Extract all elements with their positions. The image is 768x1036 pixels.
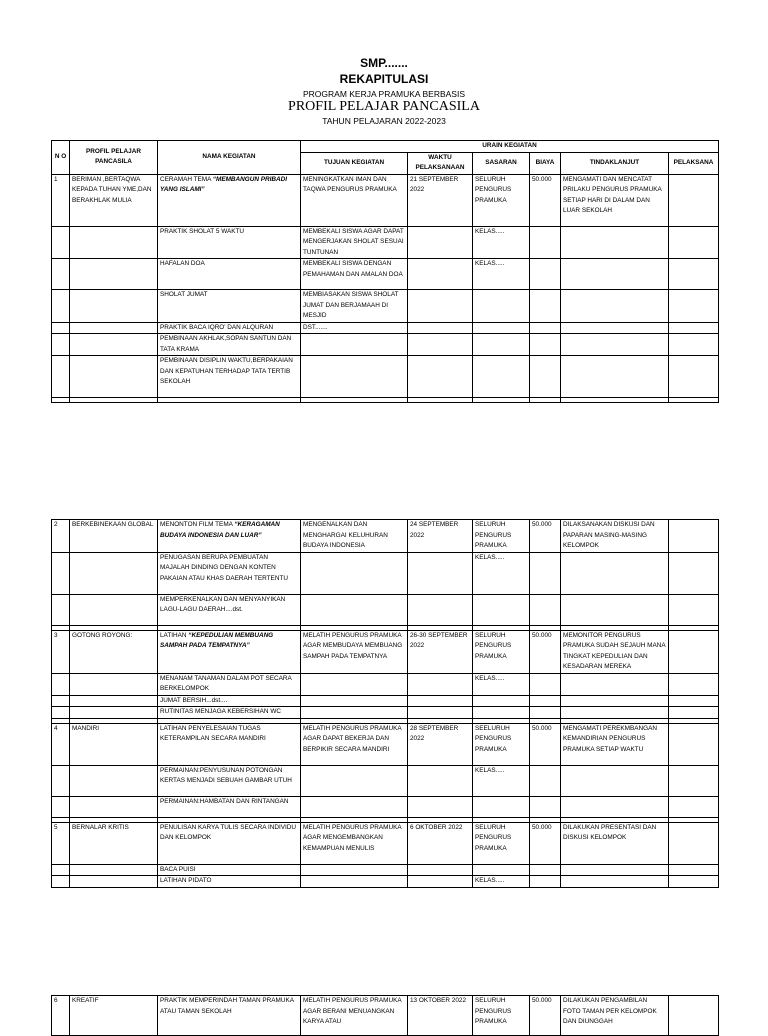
cell-followup: DILAKSANAKAN DISKUSI DAN PAPARAN MASING-MASING KELOMPOK (561, 520, 669, 553)
cell-cost (530, 552, 561, 594)
cell-activity (158, 356, 301, 398)
cell-time: 26-30 SEPTEMBER 2022 (408, 630, 473, 673)
cell-time (408, 594, 473, 625)
cell-followup (561, 765, 669, 796)
cell-profile (70, 334, 158, 356)
cell-goal: MELATIH PENGURUS PRAMUKA AGAR MEMBUDAYA MEMBUANG SAMPAH PADA TEMPATNYA (301, 630, 408, 673)
activity-text: PEMBINAAN DISIPLIN WAKTU,BERPAKAIAN DAN KEPATUHAN TERHADAP TATA TERTIB SEKOLAH (160, 357, 293, 385)
cell-goal (301, 356, 408, 398)
cell-target: SELURUH PENGURUS PRAMUKA (473, 174, 530, 226)
cell-cost: 50.000 (530, 996, 561, 1036)
col-header-goal: TUJUAN KEGIATAN (301, 152, 408, 174)
cell-target: SELURUH PENGURUS PRAMUKA (473, 996, 530, 1036)
cell-profile (70, 356, 158, 398)
cell-activity (158, 594, 301, 625)
cell-activity (158, 864, 301, 876)
cell-followup (561, 707, 669, 719)
spacer-cell (561, 398, 669, 403)
cell-profile (70, 673, 158, 695)
cell-time (408, 334, 473, 356)
activity-text: PRAKTIK SHOLAT 5 WAKTU (160, 227, 245, 235)
cell-time: 28 SEPTEMBER 2022 (408, 723, 473, 765)
cell-no (52, 864, 70, 876)
activity-text: LATIHAN (160, 631, 189, 639)
cell-activity (158, 765, 301, 796)
activity-text: MENANAM TANAMAN DALAM POT SECARA BERKELOMPOK (160, 674, 292, 692)
cell-activity (158, 673, 301, 695)
activity-text: LATIHAN PIDATO (160, 877, 212, 884)
activity-text: BACA PUISI (160, 865, 196, 873)
cell-no (52, 594, 70, 625)
cell-no (52, 334, 70, 356)
cell-time: 24 SEPTEMBER 2022 (408, 520, 473, 553)
cell-profile (70, 695, 158, 707)
cell-cost: 50.000 (530, 174, 561, 226)
table-row (52, 822, 719, 864)
cell-cost: 50.000 (530, 822, 561, 864)
recap-table-section-1 (51, 140, 719, 403)
cell-target (473, 796, 530, 817)
activity-text: PENUGASAN BERUPA PEMBUATAN MAJALAH DINDING DENGAN KONTEN PAKAIAN ATAU KHAS DAERAH TERTENTU (160, 553, 288, 582)
cell-followup (561, 226, 669, 259)
cell-profile: BERIMAN ,BERTAQWA KEPADA TUHAN YME,DAN BERAKHLAK MULIA (70, 174, 158, 226)
activity-theme: “KERAGAMAN BUDAYA INDONESIA DAN LUAR” (160, 521, 280, 539)
cell-executor (669, 765, 719, 796)
cell-cost: 50.000 (530, 723, 561, 765)
cell-executor (669, 796, 719, 817)
col-header-cost: BIAYA (530, 152, 561, 174)
cell-executor (669, 695, 719, 707)
cell-time (408, 322, 473, 334)
cell-target: KELAS..... (473, 552, 530, 594)
cell-executor (669, 673, 719, 695)
activity-text: LATIHAN PENYELESAIAN TUGAS KETERAMPILAN SECARA MANDIRI (160, 724, 266, 742)
cell-profile (70, 552, 158, 594)
cell-executor (669, 226, 719, 259)
cell-goal (301, 707, 408, 719)
cell-followup: DILAKUKAN PRESENTASI DAN DISKUSI KELOMPOK (561, 822, 669, 864)
cell-profile (70, 594, 158, 625)
table-row (52, 174, 719, 226)
cell-activity (158, 822, 301, 864)
col-header-time: WAKTU PELAKSANAAN (408, 152, 473, 174)
cell-profile: BERNALAR KRITIS (70, 822, 158, 864)
activity-text: JUMAT BERSIH...dst.... (160, 696, 228, 704)
cell-time (408, 673, 473, 695)
cell-no (52, 226, 70, 259)
cell-time (408, 552, 473, 594)
cell-cost (530, 334, 561, 356)
activity-text: SHOLAT JUMAT (160, 291, 208, 298)
cell-goal: MELATIH PENGURUS PRAMUKA AGAR BERANI MENUANGKAN KARYA ATAU (301, 996, 408, 1036)
col-header-followup: TINDAKLANJUT (561, 152, 669, 174)
cell-activity (158, 796, 301, 817)
profile-title: PROFIL PELAJAR PANCASILA (288, 99, 480, 114)
cell-no: 2 (52, 520, 70, 553)
table-row (52, 520, 719, 553)
cell-followup (561, 876, 669, 888)
cell-target (473, 356, 530, 398)
cell-cost (530, 796, 561, 817)
cell-profile: GOTONG ROYONG: (70, 630, 158, 673)
cell-profile: MANDIRI (70, 723, 158, 765)
cell-time: 6 OKTOBER 2022 (408, 822, 473, 864)
table-row (52, 695, 719, 707)
cell-followup: MENGAMATI DAN MENCATAT PRILAKU PENGURUS PRAMUKA SETIAP HARI DI DALAM DAN LUAR SEKOLAH (561, 174, 669, 226)
cell-cost (530, 259, 561, 290)
cell-goal (301, 552, 408, 594)
cell-time (408, 765, 473, 796)
table-row (52, 259, 719, 290)
spacer-cell (408, 398, 473, 403)
cell-profile (70, 322, 158, 334)
col-header-profile: PROFIL PELAJAR PANCASILA (70, 141, 158, 175)
cell-goal: MELATIH PENGURUS PRAMUKA AGAR DAPAT BEKERJA DAN BERPIKIR SECARA MANDIRI (301, 723, 408, 765)
table-row (52, 552, 719, 594)
cell-activity (158, 707, 301, 719)
table-row (52, 723, 719, 765)
cell-no (52, 673, 70, 695)
table-row (52, 765, 719, 796)
cell-activity (158, 259, 301, 290)
cell-time (408, 259, 473, 290)
cell-goal (301, 876, 408, 888)
cell-profile (70, 707, 158, 719)
cell-goal: MELATIH PENGURUS PRAMUKA AGAR MENGEMBANGKAN KEMAMPUAN MENULIS (301, 822, 408, 864)
table-row (52, 630, 719, 673)
cell-followup: MENGAMATI PEREKMBANGAN KEMANDIRIAN PENGURUS PRAMUKA SETIAP WAKTU (561, 723, 669, 765)
activity-text: PEMBINAAN AKHLAK,SOPAN SANTUN DAN TATA KRAMA (160, 335, 292, 353)
spacer-row (52, 398, 719, 403)
cell-executor (669, 334, 719, 356)
cell-time (408, 876, 473, 888)
table-row (52, 707, 719, 719)
cell-executor (669, 552, 719, 594)
cell-goal (301, 695, 408, 707)
cell-goal (301, 864, 408, 876)
cell-followup (561, 796, 669, 817)
cell-cost (530, 876, 561, 888)
cell-followup (561, 259, 669, 290)
cell-profile: BERKEBINEKAAN GLOBAL (70, 520, 158, 553)
cell-time (408, 695, 473, 707)
spacer-cell (530, 398, 561, 403)
cell-goal (301, 673, 408, 695)
school-name: SMP....... (360, 56, 408, 70)
cell-followup (561, 290, 669, 323)
cell-executor (669, 594, 719, 625)
cell-goal (301, 765, 408, 796)
cell-executor (669, 356, 719, 398)
cell-profile (70, 864, 158, 876)
cell-target (473, 695, 530, 707)
table-row (52, 673, 719, 695)
cell-activity (158, 520, 301, 553)
cell-target: KELAS..... (473, 259, 530, 290)
cell-activity (158, 552, 301, 594)
cell-cost: 50.000 (530, 630, 561, 673)
cell-profile (70, 765, 158, 796)
cell-goal (301, 334, 408, 356)
table-row (52, 356, 719, 398)
cell-target: SELURUH PENGURUS PRAMUKA (473, 630, 530, 673)
cell-no (52, 259, 70, 290)
cell-activity (158, 723, 301, 765)
activity-text: RUTINITAS MENJAGA KEBERSIHAN WC (160, 708, 281, 715)
cell-no (52, 707, 70, 719)
cell-executor (669, 630, 719, 673)
cell-executor (669, 723, 719, 765)
cell-followup (561, 594, 669, 625)
cell-no (52, 876, 70, 888)
cell-time (408, 796, 473, 817)
activity-text: MENONTON FILM TEMA (160, 521, 235, 528)
table-row (52, 996, 719, 1036)
cell-target (473, 334, 530, 356)
cell-profile: KREATIF (70, 996, 158, 1036)
cell-followup (561, 673, 669, 695)
cell-goal: DST....... (301, 322, 408, 334)
cell-no (52, 356, 70, 398)
cell-time (408, 707, 473, 719)
cell-profile (70, 226, 158, 259)
cell-followup: MEMONITOR PENGURUS PRAMUKA SUDAH SEJAUH MANA TINGKAT KEPEDULIAN DAN KESADARAN MEREKA (561, 630, 669, 673)
activity-text: CERAMAH TEMA (160, 175, 213, 183)
cell-goal: MEMBEKALI SISWA DENGAN PEMAHAMAN DAN AMALAN DOA (301, 259, 408, 290)
cell-activity (158, 290, 301, 323)
cell-time (408, 356, 473, 398)
cell-executor (669, 290, 719, 323)
cell-no (52, 765, 70, 796)
cell-followup (561, 552, 669, 594)
cell-activity (158, 174, 301, 226)
activity-text: PERMAINAN:PENYUSUNAN POTONGAN KERTAS MENJADI SEBUAH GAMBAR UTUH (160, 766, 292, 784)
cell-target: KELAS..... (473, 226, 530, 259)
spacer-cell (669, 398, 719, 403)
cell-time (408, 226, 473, 259)
table-row (52, 290, 719, 323)
cell-executor (669, 822, 719, 864)
table-row (52, 334, 719, 356)
cell-cost (530, 864, 561, 876)
activity-theme: “KEPEDULIAN MEMBUANG SAMPAH PADA TEMPATNYA” (160, 631, 274, 649)
col-header-target: SASARAN (473, 152, 530, 174)
cell-executor (669, 864, 719, 876)
document-title: REKAPITULASI (339, 72, 429, 86)
cell-activity (158, 876, 301, 888)
cell-target (473, 594, 530, 625)
cell-followup (561, 695, 669, 707)
cell-no (52, 695, 70, 707)
activity-text: MEMPERKENALKAN DAN MENYANYIKAN LAGU-LAGU DAERAH....dst. (160, 595, 286, 613)
cell-goal: MEMBIASAKAN SISWA SHOLAT JUMAT DAN BERJAMAAH DI MESJID (301, 290, 408, 323)
cell-cost (530, 765, 561, 796)
activity-text: PERMAINAN:HAMBATAN DAN RINTANGAN (160, 797, 289, 805)
cell-time (408, 864, 473, 876)
cell-profile (70, 259, 158, 290)
activity-text: PRAKTIK BACA IQRO' DAN ALQURAN (160, 323, 274, 331)
activity-theme: “MEMBANGUN PRIBADI YANG ISLAMI” (160, 175, 287, 193)
cell-profile (70, 876, 158, 888)
table-row (52, 226, 719, 259)
cell-no (52, 290, 70, 323)
cell-no (52, 322, 70, 334)
cell-activity (158, 630, 301, 673)
cell-cost (530, 290, 561, 323)
col-header-detail-group: URAIN KEGIATAN (301, 141, 719, 153)
cell-cost (530, 673, 561, 695)
cell-profile (70, 796, 158, 817)
col-header-no: N O (52, 141, 70, 175)
document-subtitle: PROGRAM KERJA PRAMUKA BERBASIS (302, 89, 465, 99)
table-row (52, 594, 719, 625)
cell-activity (158, 226, 301, 259)
cell-executor (669, 174, 719, 226)
cell-time (408, 290, 473, 323)
cell-profile (70, 290, 158, 323)
table-row (52, 876, 719, 888)
cell-cost (530, 695, 561, 707)
col-header-executor: PELAKSANA (669, 152, 719, 174)
cell-cost (530, 322, 561, 334)
cell-time: 13 OKTOBER 2022 (408, 996, 473, 1036)
cell-no: 1 (52, 174, 70, 226)
cell-goal (301, 594, 408, 625)
cell-cost (530, 594, 561, 625)
academic-year: TAHUN PELAJARAN 2022-2023 (322, 116, 446, 126)
cell-target (473, 707, 530, 719)
cell-goal: MENGENALKAN DAN MENGHARGAI KELUHURAN BUDAYA INDONESIA (301, 520, 408, 553)
cell-followup (561, 356, 669, 398)
spacer-cell (158, 398, 301, 403)
cell-cost (530, 707, 561, 719)
cell-goal: MENINGKATKAN IMAN DAN TAQWA PENGURUS PRAMUKA (301, 174, 408, 226)
cell-followup (561, 334, 669, 356)
cell-no: 3 (52, 630, 70, 673)
cell-executor (669, 996, 719, 1036)
cell-activity (158, 996, 301, 1036)
cell-activity (158, 695, 301, 707)
activity-text: PRAKTIK MEMPERINDAH TAMAN PRAMUKA ATAU TAMAN SEKOLAH (160, 997, 294, 1015)
table-row (52, 796, 719, 817)
cell-target: KELAS..... (473, 876, 530, 888)
cell-no: 4 (52, 723, 70, 765)
activity-text: PENULISAN KARYA TULIS SECARA INDIVIDU DAN KELOMPOK (160, 823, 297, 841)
cell-target: SEELURUH PENGURUS PRAMUKA (473, 723, 530, 765)
cell-followup (561, 322, 669, 334)
cell-executor (669, 876, 719, 888)
cell-no (52, 552, 70, 594)
cell-cost (530, 356, 561, 398)
table-row (52, 322, 719, 334)
cell-target (473, 322, 530, 334)
cell-executor (669, 259, 719, 290)
cell-target: KELAS..... (473, 765, 530, 796)
cell-target: SELURUH PENGURUS PRAMUKA (473, 520, 530, 553)
cell-executor (669, 322, 719, 334)
cell-target: SELURUH PENGURUS PRAMUKA (473, 822, 530, 864)
cell-cost (530, 226, 561, 259)
cell-time: 21 SEPTEMBER 2022 (408, 174, 473, 226)
recap-table-section-3 (51, 995, 719, 1036)
cell-followup (561, 864, 669, 876)
cell-executor (669, 520, 719, 553)
cell-cost: 50.000 (530, 520, 561, 553)
recap-table-section-2 (51, 519, 719, 888)
spacer-cell (52, 398, 70, 403)
activity-text: HAFALAN DOA (160, 260, 205, 267)
col-header-activity: NAMA KEGIATAN (158, 141, 301, 175)
spacer-cell (301, 398, 408, 403)
table-row (52, 864, 719, 876)
cell-activity (158, 322, 301, 334)
spacer-cell (70, 398, 158, 403)
cell-no: 6 (52, 996, 70, 1036)
spacer-cell (473, 398, 530, 403)
cell-no (52, 796, 70, 817)
cell-goal (301, 796, 408, 817)
cell-followup: DILAKUKAN PENGAMBILAN FOTO TAMAN PER KELOMPOK DAN DIUNGGAH (561, 996, 669, 1036)
cell-goal: MEMBEKALI SISWA AGAR DAPAT MENGERJAKAN SHOLAT SESUAI TUNTUNAN (301, 226, 408, 259)
cell-target (473, 864, 530, 876)
cell-no: 5 (52, 822, 70, 864)
cell-activity (158, 334, 301, 356)
cell-executor (669, 707, 719, 719)
cell-target: KELAS..... (473, 673, 530, 695)
cell-target (473, 290, 530, 323)
